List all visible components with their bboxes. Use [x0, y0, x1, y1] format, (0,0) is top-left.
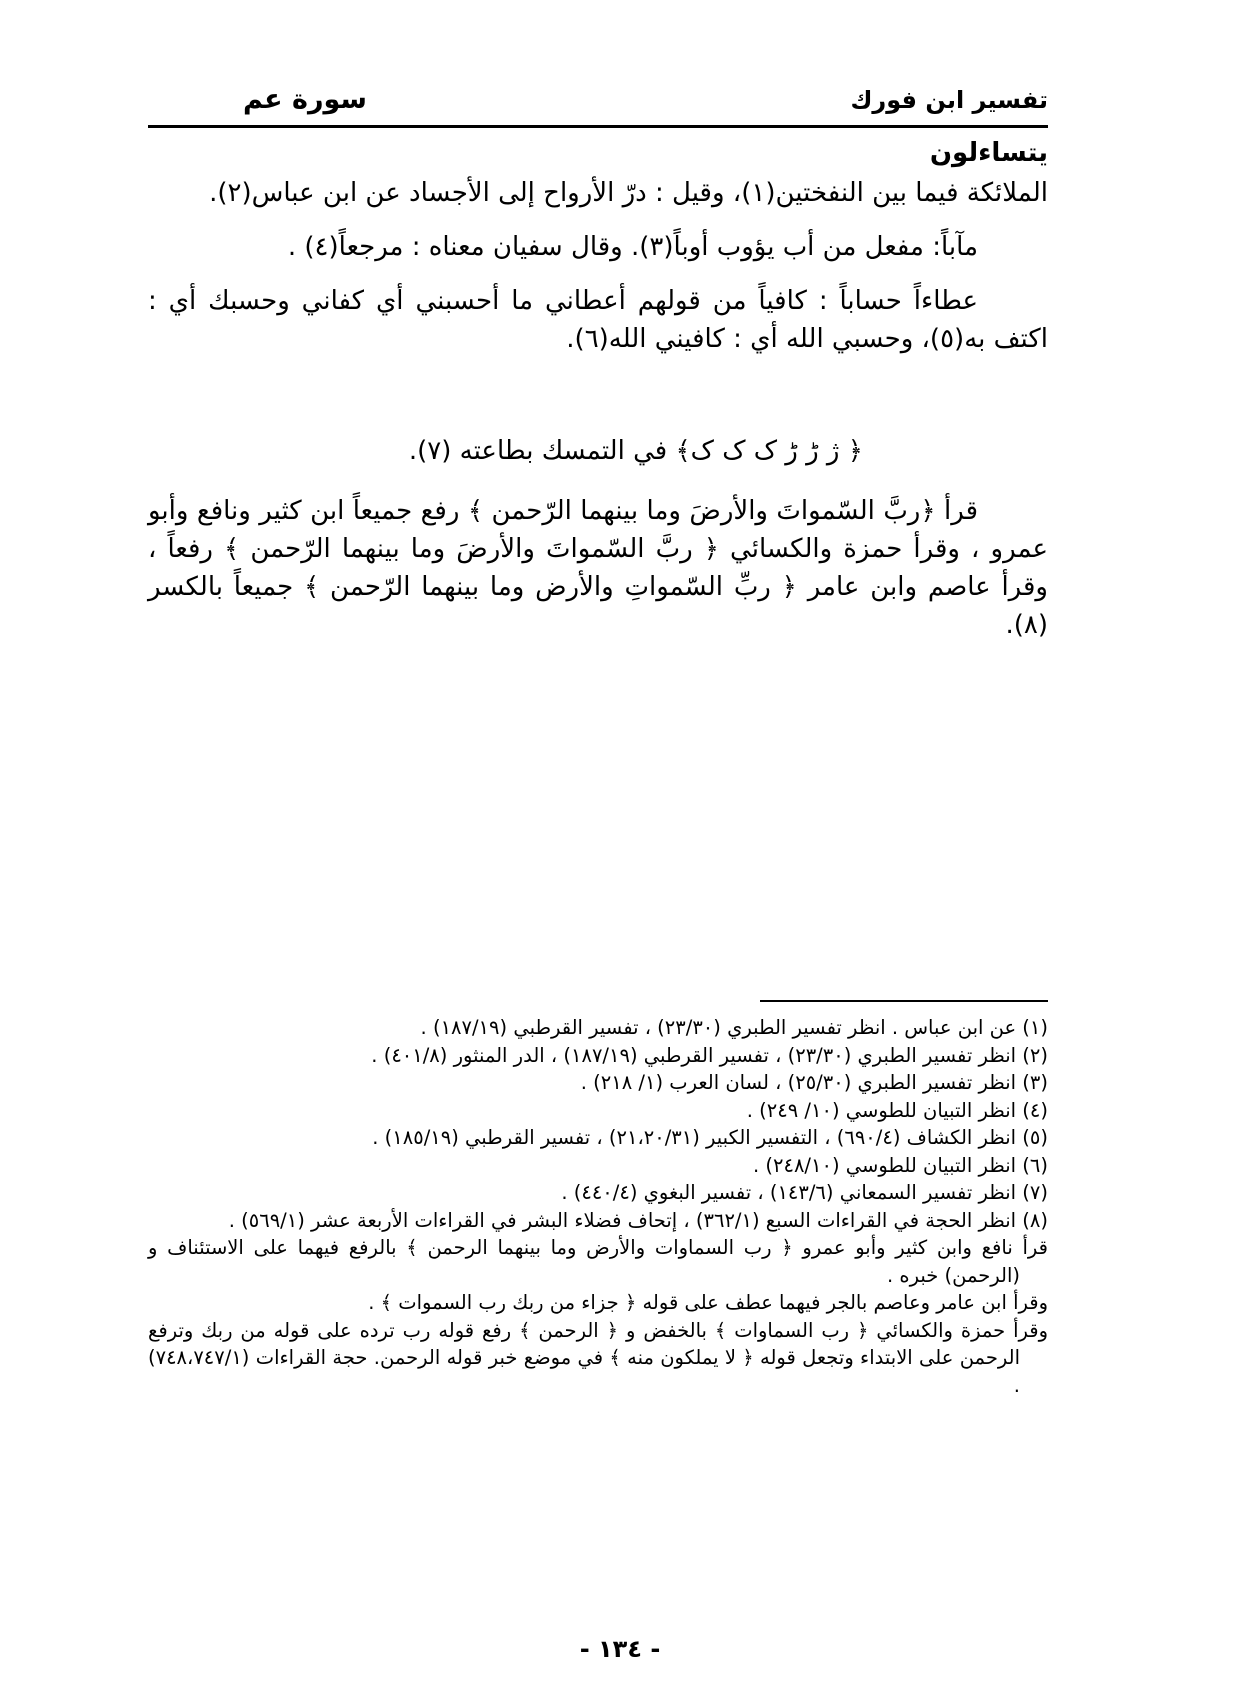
- footnote-item: (٥) انظر الكشاف (٦٩٠/٤) ، التفسير الكبير (٢١،٢٠/٣١) ، تفسير القرطبي (١٨٥/١٩) .: [372, 1126, 1048, 1149]
- header-divider: [148, 125, 1048, 128]
- running-header: [148, 78, 1048, 122]
- footnote-item: (٤) انظر التبيان للطوسي (١٠/ ٢٤٩) .: [746, 1098, 1048, 1122]
- page-number: - ١٣٤ -: [579, 1635, 661, 1663]
- footnote-item: (٢) انظر تفسير الطبري (٢٣/٣٠) ، تفسير القرطبي (١٨٧/١٩) ، الدر المنثور (٤٠١/٨) .: [371, 1043, 1048, 1067]
- footnote-item: (٧) انظر تفسير السمعاني (١٤٣/٦) ، تفسير البغوي (٤٤٠/٤) .: [561, 1181, 1048, 1204]
- footnote-note: قرأ نافع وابن كثير وأبو عمرو ﴿ رب السماوات والأرض وما بينهما الرحمن ﴾ بالرفع فيهما على الاستئناف و (الرحمن) خبره .: [148, 1236, 1048, 1287]
- book-title: تفسير ابن فورك: [850, 86, 1048, 114]
- paragraph-3: عطاءاً حساباً : كافياً من قولهم أعطاني ما أحسبني أي كفاني وحسبك أي : اكتف به(٥)، وحسبي الله أي : كافيني الله(٦).: [148, 286, 1048, 354]
- footnote-note: وقرأ حمزة والكسائي ﴿ رب السماوات ﴾ بالخفض و ﴿ الرحمن ﴾ رفع قوله رب ترده على قوله من ربك وترفع الرحمن على الابتداء وتجعل قوله ﴿ لا يملكون منه ﴾ في موضع خبر قوله الرحمن. حجة القراءات (٧٤٨،٧٤٧/١) .: [148, 1318, 1048, 1397]
- paragraph-2: مآباً: مفعل من أب يؤوب أوباً(٣). وقال سفيان معناه : مرجعاً(٤) .: [287, 232, 978, 262]
- footnote-item: (١) عن ابن عباس . انظر تفسير الطبري (٢٣/٣٠) ، تفسير القرطبي (١٨٧/١٩) .: [420, 1016, 1048, 1039]
- verse-line: ﴿ ژ ڑ ڑ ک ک ک﴾ في التمسك بطاعته (٧).: [408, 436, 863, 466]
- heading-word: يتساءلون: [929, 138, 1048, 168]
- footnotes: [148, 1014, 1048, 1399]
- footnote-note: وقرأ ابن عامر وعاصم بالجر فيهما عطف على قوله ﴿ جزاء من ربك رب السموات ﴾ .: [368, 1291, 1048, 1314]
- footnote-item: (٦) انظر التبيان للطوسي (٢٤٨/١٠) .: [752, 1153, 1048, 1177]
- surah-title: سورة عم: [243, 84, 367, 115]
- footnote-item: (٨) انظر الحجة في القراءات السبع (٣٦٢/١) ، إتحاف فضلاء البشر في القراءات الأربعة عشر (٥٦٩/١) .: [228, 1208, 1048, 1232]
- footnote-divider: [760, 1000, 1048, 1002]
- paragraph-1: الملائكة فيما بين النفختين(١)، وقيل : درّ الأرواح إلى الأجساد عن ابن عباس(٢).: [209, 178, 1048, 208]
- footnote-item: (٣) انظر تفسير الطبري (٢٥/٣٠) ، لسان العرب (١/ ٢١٨) .: [580, 1071, 1048, 1094]
- paragraph-readings: قرأ ﴿ربَّ السّمواتَ والأرضَ وما بينهما الرّحمن ﴾ رفع جميعاً ابن كثير ونافع وأبو عمرو ، وقرأ حمزة والكسائي ﴿ ربَّ السّمواتَ والأرضَ وما بينهما الرّحمن ﴾ رفعاً ، وقرأ عاصم وابن عامر ﴿ ربِّ السّمواتِ والأرض وما بينهما الرّحمن ﴾ جميعاً بالكسر (٨).: [148, 496, 1048, 640]
